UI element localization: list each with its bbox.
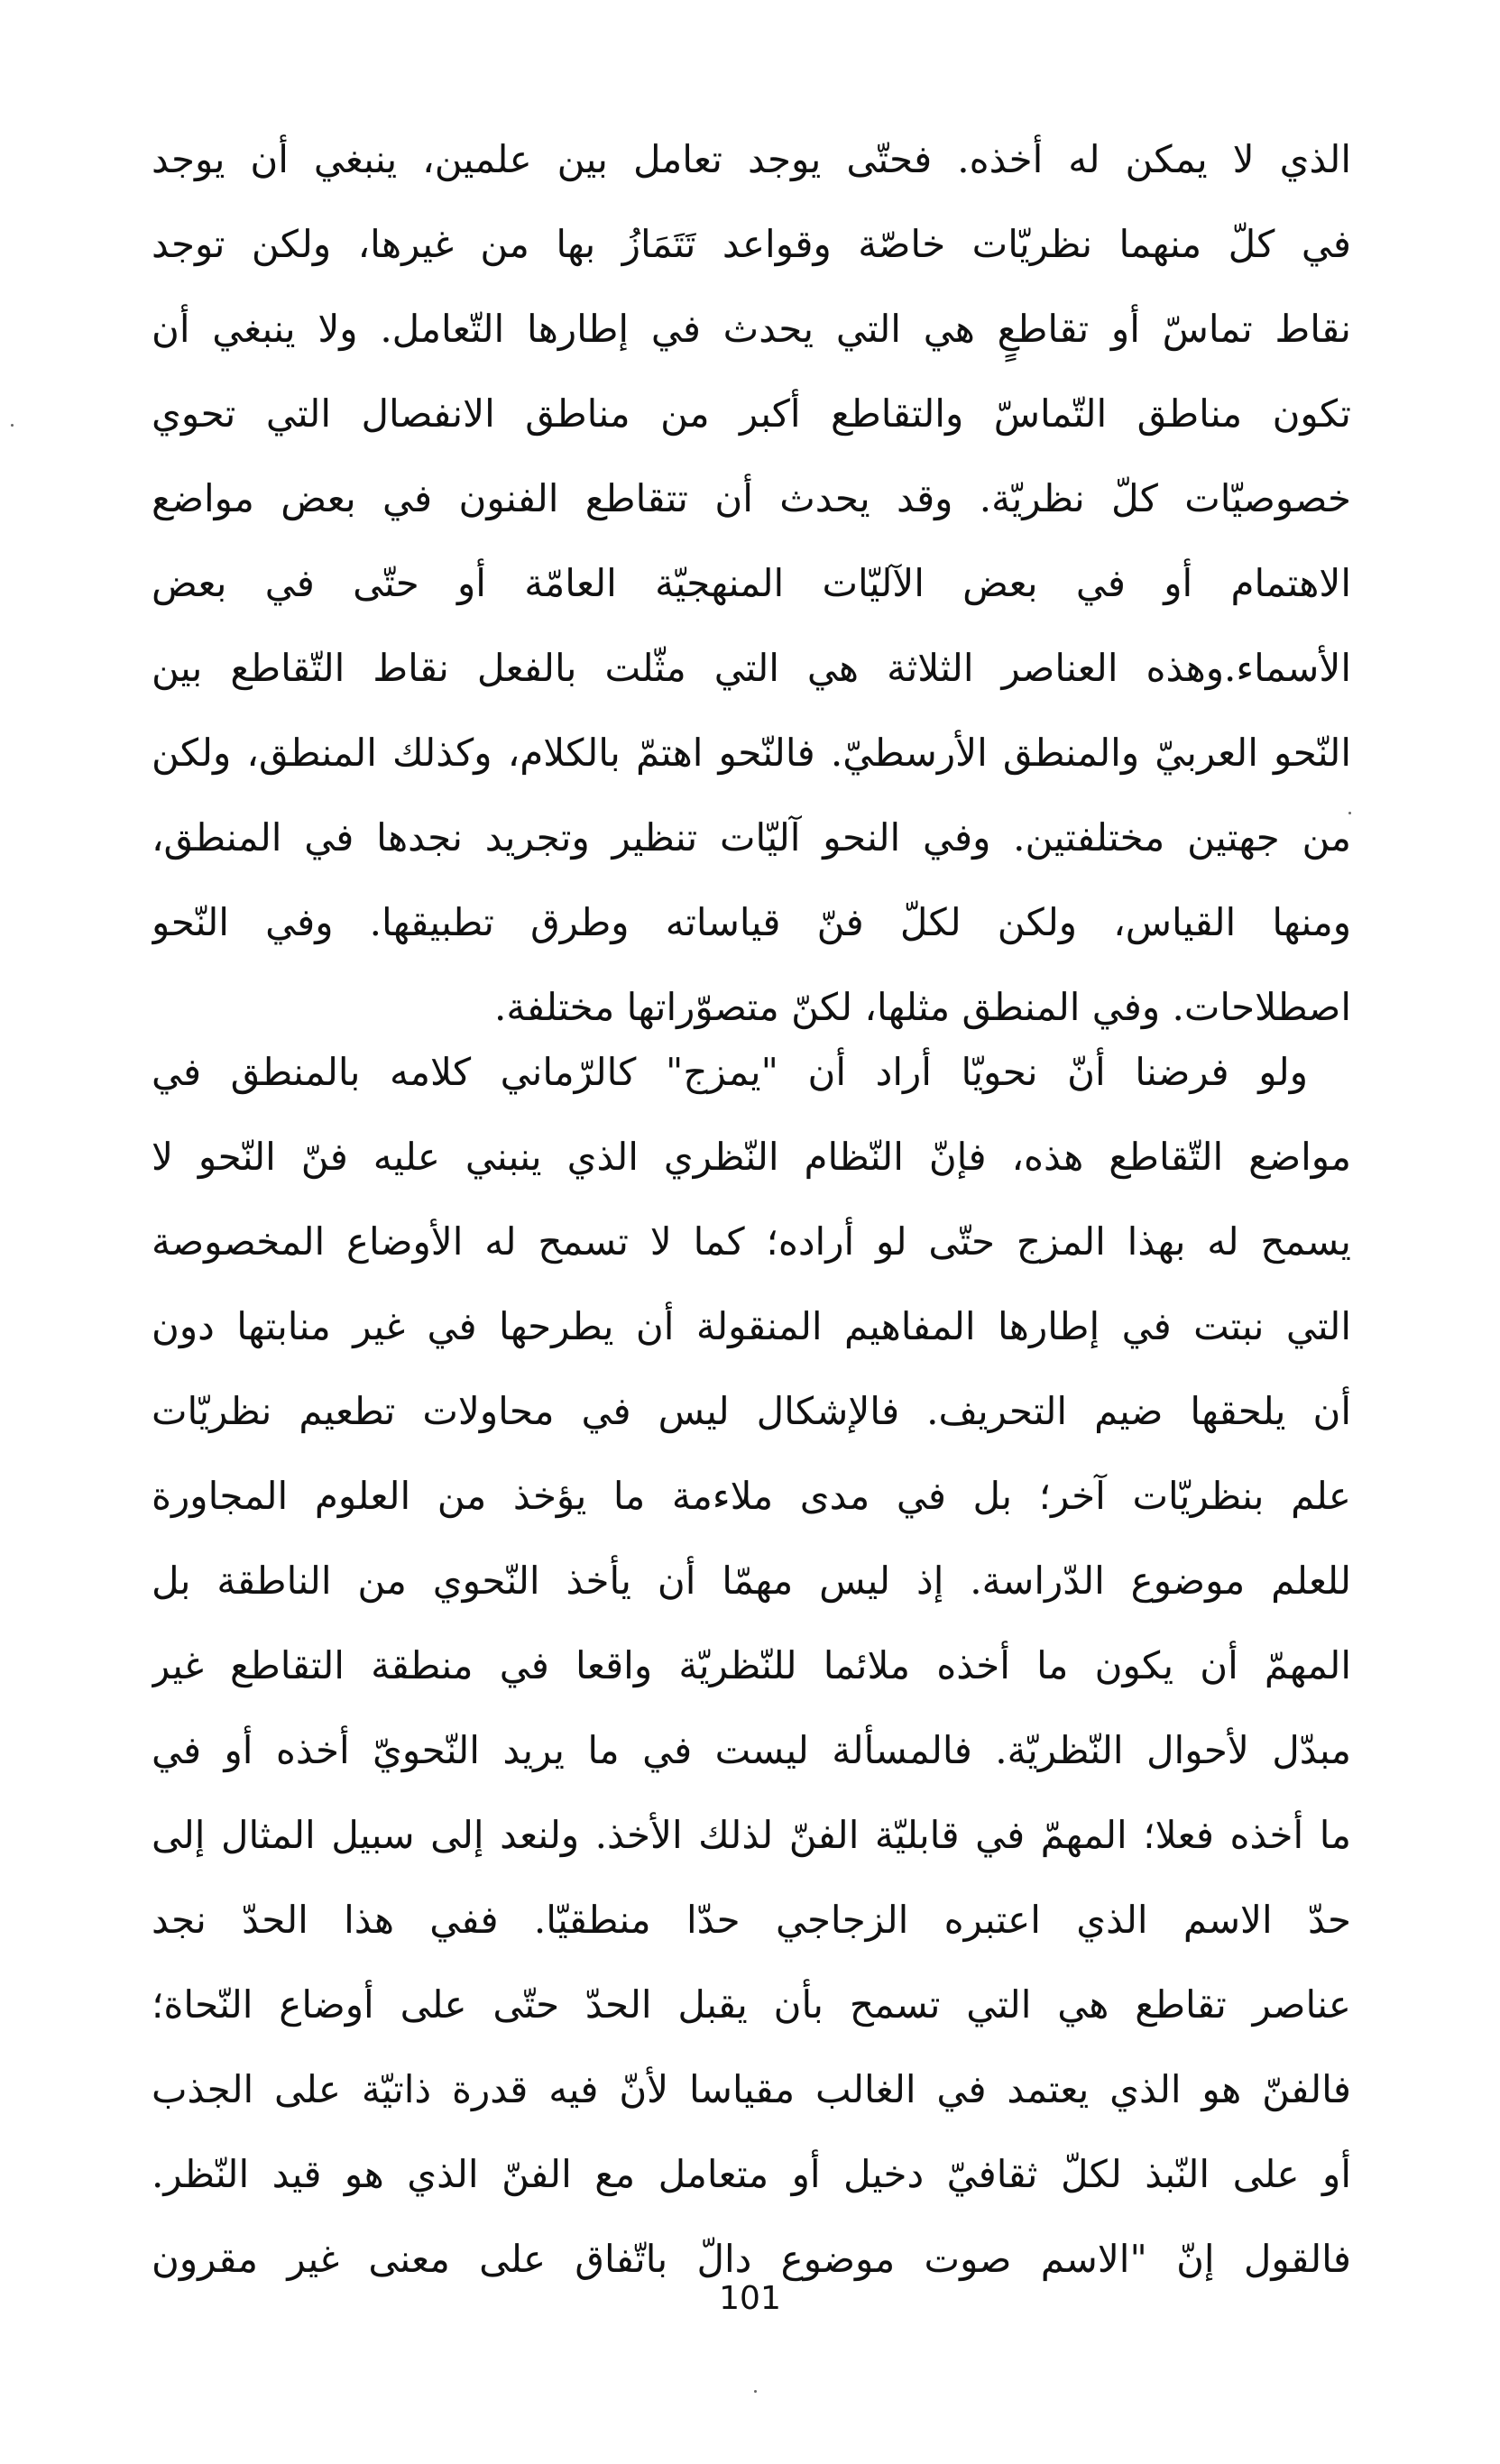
paragraph-1 <box>152 117 1351 1050</box>
text-line: من جهتين مختلفتين. وفي النحو آليّات تنظير وتجريد نجدها في المنطق، <box>152 815 1351 860</box>
text-line: مواضع التّقاطع هذه، فإنّ النّظام النّظري الذي ينبني عليه فنّ النّحو لا <box>152 1135 1351 1179</box>
text-line: مبدّل لأحوال النّظريّة. فالمسألة ليست في ما يريد النّحويّ أخذه أو في <box>152 1728 1351 1772</box>
paragraph-2 <box>152 1030 1351 2302</box>
text-line: أو على النّبذ لكلّ ثقافيّ دخيل أو متعامل مع الفنّ الذي هو قيد النّظر. <box>152 2152 1351 2196</box>
text-line: المهمّ أن يكون ما أخذه ملائما للنّظريّة واقعا في منطقة التقاطع غير <box>152 1643 1351 1687</box>
text-line: التي نبتت في إطارها المفاهيم المنقولة أن يطرحها في غير منابتها دون <box>152 1304 1351 1348</box>
text-line: النّحو العربيّ والمنطق الأرسطيّ. فالنّحو اهتمّ بالكلام، وكذلك المنطق، ولكن <box>152 731 1351 775</box>
text-line: حدّ الاسم الذي اعتبره الزجاجي حدّا منطقيّا. ففي هذا الحدّ نجد <box>152 1898 1351 1942</box>
text-line: ما أخذه فعلا؛ المهمّ في قابليّة الفنّ لذلك الأخذ. ولنعد إلى سبيل المثال إلى <box>152 1813 1351 1857</box>
scan-speck <box>754 2390 757 2393</box>
text-line: أن يلحقها ضيم التحريف. فالإشكال ليس في محاولات تطعيم نظريّات <box>152 1389 1351 1433</box>
text-line: فالقول إنّ "الاسم صوت موضوع دالّ باتّفاق على معنى غير مقرون <box>152 2237 1351 2281</box>
page-number: 101 <box>719 2280 781 2317</box>
text-line: في كلّ منهما نظريّات خاصّة وقواعد تَتَمَازُ بها من غيرها، ولكن توجد <box>152 222 1351 266</box>
text-line: خصوصيّات كلّ نظريّة. وقد يحدث أن تتقاطع الفنون في بعض مواضع <box>152 476 1351 520</box>
text-line: اصطلاحات. وفي المنطق مثلها، لكنّ متصوّراتها مختلفة. <box>493 985 1351 1029</box>
text-line: الاهتمام أو في بعض الآليّات المنهجيّة العامّة أو حتّى في بعض <box>152 561 1351 605</box>
text-line: نقاط تماسّ أو تقاطعٍ هي التي يحدث في إطارها التّعامل. ولا ينبغي أن <box>152 307 1351 351</box>
text-line: عناصر تقاطع هي التي تسمح بأن يقبل الحدّ حتّى على أوضاع النّحاة؛ <box>152 1982 1351 2027</box>
scan-speck <box>11 424 14 427</box>
text-line: فالفنّ هو الذي يعتمد في الغالب مقياسا لأنّ فيه قدرة ذاتيّة على الجذب <box>152 2067 1351 2111</box>
text-line: تكون مناطق التّماسّ والتقاطع أكبر من مناطق الانفصال التي تحوي <box>152 391 1351 436</box>
text-line: ومنها القياس، ولكن لكلّ فنّ قياساته وطرق تطبيقها. وفي النّحو <box>152 900 1351 944</box>
text-line: الذي لا يمكن له أخذه. فحتّى يوجد تعامل بين علمين، ينبغي أن يوجد <box>152 137 1351 181</box>
text-line: ولو فرضنا أنّ نحويّا أراد أن "يمزج" كالرّماني كلامه بالمنطق في <box>152 1050 1308 1094</box>
text-line: يسمح له بهذا المزج حتّى لو أراده؛ كما لا تسمح له الأوضاع المخصوصة <box>152 1219 1351 1264</box>
text-line: علم بنظريّات آخر؛ بل في مدى ملاءمة ما يؤخذ من العلوم المجاورة <box>152 1474 1351 1518</box>
text-line: للعلم موضوع الدّراسة. إذ ليس مهمّا أن يأخذ النّحوي من الناطقة بل <box>152 1558 1351 1603</box>
scan-speck <box>1348 812 1351 814</box>
text-line: الأسماء.وهذه العناصر الثلاثة هي التي مثّلت بالفعل نقاط التّقاطع بين <box>152 646 1351 690</box>
